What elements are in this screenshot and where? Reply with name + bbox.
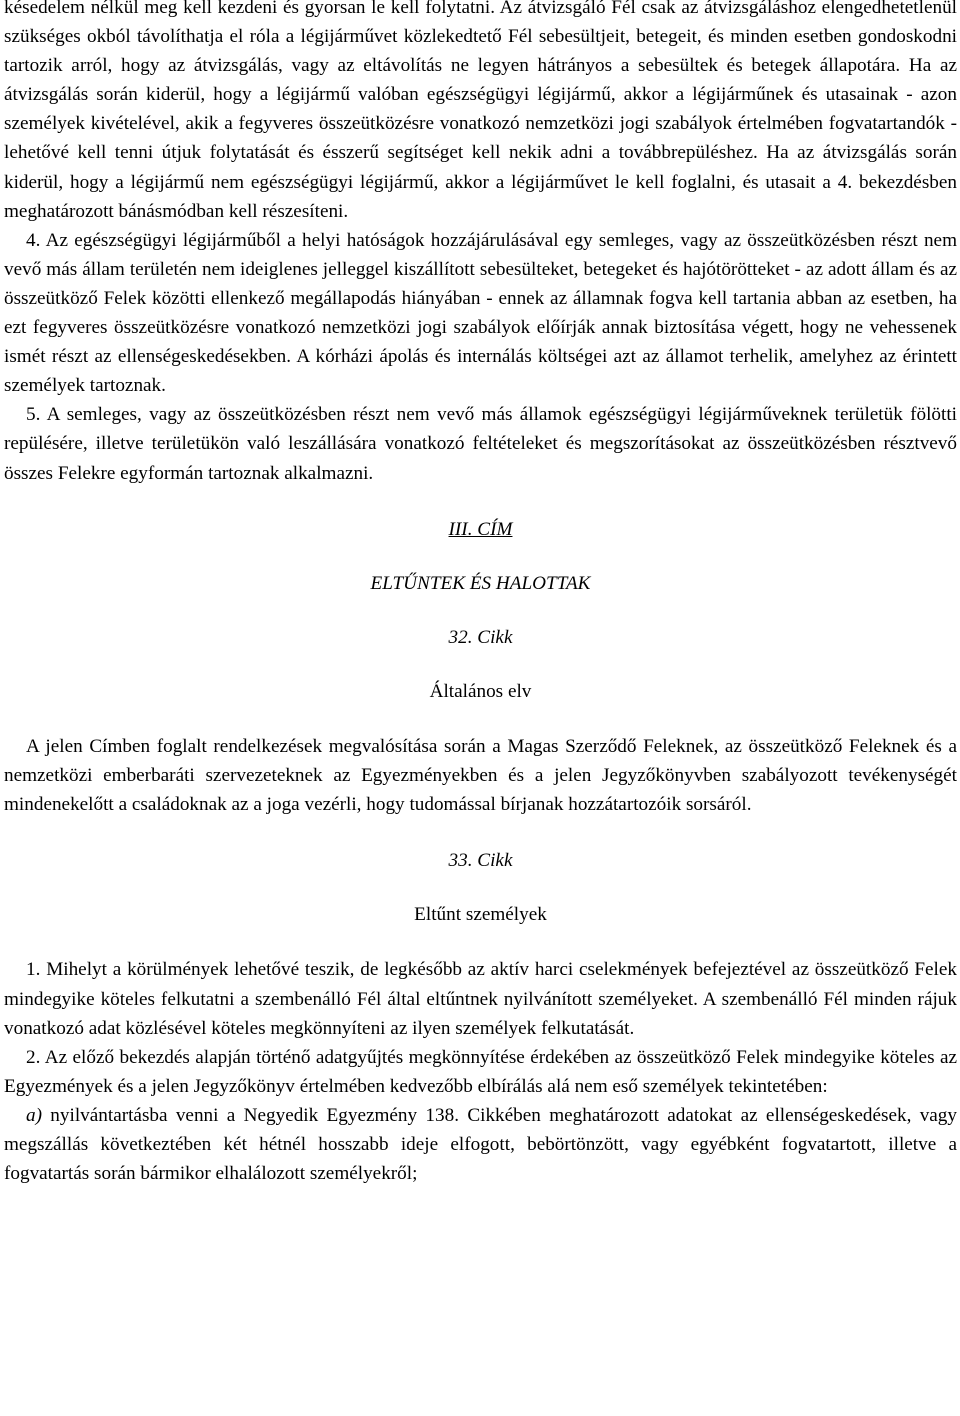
item-a-marker: a) (26, 1104, 42, 1126)
article-33-item-a (4, 1101, 957, 1188)
part-subtitle: ELTŰNTEK ÉS HALOTTAK (370, 572, 591, 594)
article-32-title: Általános elv (429, 680, 532, 702)
article-32-number: 32. Cikk (448, 626, 513, 648)
paragraph-continuation: késedelem nélkül meg kell kezdeni és gyorsan le kell folytatni. Az átvizsgáló Fél csak az átvizsgáláshoz elengedhetetlenül szükséges okból távolíthatja el róla a légijárművet közlekedtető Fél sebesültjeit, betegeit, és minden esetben gondoskodni tartozik arról, hogy az átvizsgálás, vagy az eltávolítás ne legyen hátrányos a sebesültek és betegek állapotára. Ha az átvizsgálás során kiderül, hogy a légijármű valóban egészségügyi légijármű, akkor a légijárműnek és utasainak - azon személyek kivételével, akik a fegyveres összeütközésre vonatkozó nemzetközi jogi szabályok értelmében fogvatartandók - lehetővé kell tenni útjuk folytatását és ésszerű segítséget kell nekik adni a továbbrepüléshez. Ha az átvizsgálás során kiderül, hogy a légijármű nem egészségügyi légijármű, akkor a légijárművet le kell foglalni, és utasait a 4. bekezdésben meghatározott bánásmódban kell részesíteni. (4, 0, 957, 222)
article-33-title: Eltűnt személyek (414, 904, 547, 926)
article-33-number: 33. Cikk (448, 850, 513, 872)
paragraph-4: 4. Az egészségügyi légijárműből a helyi hatóságok hozzájárulásával egy semleges, vagy az összeütközésben részt nem vevő más állam területén nem ideiglenes jelleggel kiszállított sebesülteket, betegeket és hajótörötteket - az adott állam és az összeütköző Felek közötti ellenkező megállapodás hiányában - ennek az államnak fogva kell tartania abban az esetben, ha ezt fegyveres összeütközésre vonatkozó nemzetközi jogi szabályok előírják annak biztosítása végett, hogy ne vehessenek ismét részt az ellenségeskedésekben. A kórházi ápolás és internálás költségei azt az államot terhelik, amelyhez az érintett személyek tartoznak. (4, 229, 957, 397)
article-32-text: A jelen Címben foglalt rendelkezések megvalósítása során a Magas Szerződő Feleknek, az összeütköző Feleknek és a nemzetközi emberbaráti szervezeteknek az Egyezményekben és a jelen Jegyzőkönyvben szabályozott tevékenységét mindenekelőtt a családoknak az a joga vezérli, hogy tudomással bírjanak hozzátartozóik sorsáról. (4, 735, 957, 816)
paragraph-5: 5. A semleges, vagy az összeütközésben részt nem vevő más államok egészségügyi légijárműveknek területük fölötti repülésére, illetve területükön való leszállására vonatkozó feltételeket és megszorításokat az összeütközésben résztvevő összes Felekre egyformán tartoznak alkalmazni. (4, 404, 957, 484)
item-a-text: nyilvántartásba venni a Negyedik Egyezmény 138. Cikkében meghatározott adatokat az ellenségeskedések, vagy megszállás következtében két hétnél hosszabb ideje elfogott, bebörtönzött, vagy egyébként fogvatartott, illetve a fogvatartás során bármikor elhalálozott személyekről; (4, 1104, 957, 1185)
article-33-paragraph-1: 1. Mihelyt a körülmények lehetővé teszik, de legkésőbb az aktív harci cselekmények befejeztével az összeütköző Felek mindegyike köteles felkutatni a szembenálló Fél által eltűntnek nyilvánított személyeket. A szembenálló Fél minden rájuk vonatkozó adat közlésével köteles megkönnyíteni az ilyen személyek felkutatását. (4, 959, 957, 1039)
part-title: III. CÍM (448, 518, 513, 540)
article-33-paragraph-2: 2. Az előző bekezdés alapján történő adatgyűjtés megkönnyítése érdekében az összeütköző Felek mindegyike köteles az Egyezmények és a jelen Jegyzőkönyv értelmében kedvezőbb elbírálás alá nem eső személyek tekintetében: (4, 1046, 957, 1097)
